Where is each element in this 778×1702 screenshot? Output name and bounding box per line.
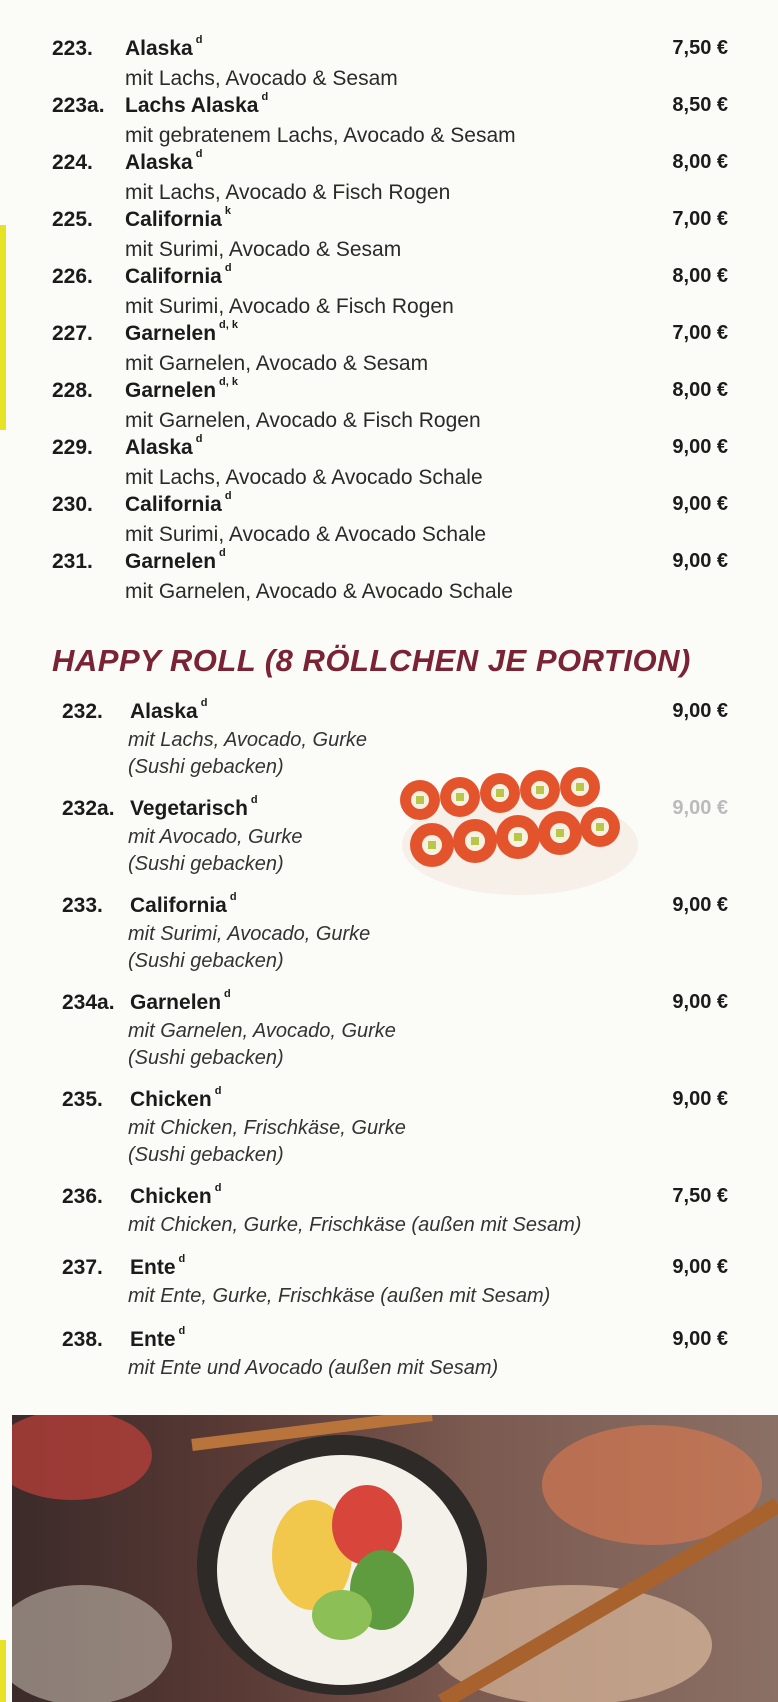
item-number: 237. bbox=[62, 1256, 103, 1279]
item-description: mit Garnelen, Avocado & Sesam bbox=[125, 352, 429, 375]
item-name: Garnelen $^{d, k}$ bbox=[125, 376, 238, 402]
item-description: mit Garnelen, Avocado, Gurke bbox=[128, 1020, 396, 1042]
item-description: mit Surimi, Avocado, Gurke bbox=[128, 923, 371, 945]
item-description: mit Garnelen, Avocado & Fisch Rogen bbox=[125, 409, 481, 432]
item-number: 233. bbox=[62, 894, 103, 917]
item-description: mit Surimi, Avocado & Fisch Rogen bbox=[125, 295, 454, 318]
item-name: California $^d$ bbox=[125, 262, 232, 288]
item-number: 228. bbox=[52, 379, 93, 402]
item-price: 8,50 € bbox=[672, 94, 728, 116]
item-price: 9,00 € bbox=[672, 991, 728, 1013]
item-number: 235. bbox=[62, 1088, 103, 1111]
item-name: Vegetarisch $^d$ bbox=[130, 794, 258, 820]
item-name: Alaska $^d$ bbox=[125, 148, 203, 174]
item-description: mit Surimi, Avocado & Sesam bbox=[125, 238, 402, 261]
item-price: 9,00 € bbox=[672, 1088, 728, 1110]
item-note: (Sushi gebacken) bbox=[128, 950, 284, 972]
item-price: 7,00 € bbox=[672, 208, 728, 230]
item-description: mit Ente und Avocado (außen mit Sesam) bbox=[128, 1357, 499, 1379]
item-name: Lachs Alaska $^d$ bbox=[125, 91, 269, 117]
item-description: mit gebratenem Lachs, Avocado & Sesam bbox=[125, 124, 516, 147]
item-description: mit Lachs, Avocado & Fisch Rogen bbox=[125, 181, 451, 204]
item-number: 225. bbox=[52, 208, 93, 231]
item-description: mit Ente, Gurke, Frischkäse (außen mit Sesam) bbox=[128, 1285, 551, 1307]
item-name: California $^k$ bbox=[125, 205, 231, 231]
item-price: 7,00 € bbox=[672, 322, 728, 344]
item-description: mit Chicken, Frischkäse, Gurke bbox=[128, 1117, 406, 1139]
item-number: 224. bbox=[52, 151, 93, 174]
item-note: (Sushi gebacken) bbox=[128, 756, 284, 778]
item-number: 236. bbox=[62, 1185, 103, 1208]
item-number: 232a. bbox=[62, 797, 115, 820]
item-price: 9,00 € bbox=[672, 894, 728, 916]
item-price: 7,50 € bbox=[672, 37, 728, 59]
item-price: 9,00 € bbox=[672, 550, 728, 572]
item-note: (Sushi gebacken) bbox=[128, 853, 284, 875]
item-name: Chicken $^d$ bbox=[130, 1085, 222, 1111]
item-name: Garnelen $^d$ bbox=[130, 988, 231, 1014]
item-name: Alaska $^d$ bbox=[125, 433, 203, 459]
item-number: 234a. bbox=[62, 991, 115, 1014]
item-number: 232. bbox=[62, 700, 103, 723]
item-price: 8,00 € bbox=[672, 379, 728, 401]
section-title-happy-roll: HAPPY ROLL (8 RÖLLCHEN JE PORTION) bbox=[52, 643, 691, 678]
item-note: (Sushi gebacken) bbox=[128, 1144, 284, 1166]
item-name: Ente $^d$ bbox=[130, 1325, 186, 1351]
item-description: mit Avocado, Gurke bbox=[128, 826, 303, 848]
item-description: mit Lachs, Avocado & Sesam bbox=[125, 67, 398, 90]
item-price: 7,50 € bbox=[672, 1185, 728, 1207]
item-price: 9,00 € bbox=[672, 700, 728, 722]
sushi-banner-photo bbox=[12, 1415, 778, 1702]
item-price: 8,00 € bbox=[672, 265, 728, 287]
happy-roll-photo bbox=[400, 755, 640, 905]
edge-accent-bar-bottom bbox=[0, 1640, 6, 1702]
item-price: 9,00 € bbox=[672, 493, 728, 515]
item-number: 226. bbox=[52, 265, 93, 288]
item-name: Chicken $^d$ bbox=[130, 1182, 222, 1208]
item-number: 229. bbox=[52, 436, 93, 459]
item-name: California $^d$ bbox=[130, 891, 237, 917]
item-price: 9,00 € bbox=[672, 436, 728, 458]
item-number: 223. bbox=[52, 37, 93, 60]
item-name: Garnelen $^{d, k}$ bbox=[125, 319, 238, 345]
item-number: 227. bbox=[52, 322, 93, 345]
item-number: 223a. bbox=[52, 94, 105, 117]
item-name: Ente $^d$ bbox=[130, 1253, 186, 1279]
item-name: California $^d$ bbox=[125, 490, 232, 516]
item-price: 9,00 € bbox=[672, 1328, 728, 1350]
item-description: mit Surimi, Avocado & Avocado Schale bbox=[125, 523, 487, 546]
sushi-roll-illustration bbox=[12, 1415, 778, 1702]
item-name: Alaska $^d$ bbox=[130, 697, 208, 723]
item-description: mit Chicken, Gurke, Frischkäse (außen mit Sesam) bbox=[128, 1214, 582, 1236]
item-number: 230. bbox=[52, 493, 93, 516]
edge-accent-bar-top bbox=[0, 225, 6, 430]
item-price: 9,00 € bbox=[672, 1256, 728, 1278]
item-number: 238. bbox=[62, 1328, 103, 1351]
item-name: Garnelen $^d$ bbox=[125, 547, 226, 573]
item-description: mit Lachs, Avocado & Avocado Schale bbox=[125, 466, 483, 489]
item-description: mit Lachs, Avocado, Gurke bbox=[128, 729, 368, 751]
item-name: Alaska $^d$ bbox=[125, 34, 203, 60]
item-note: (Sushi gebacken) bbox=[128, 1047, 284, 1069]
item-description: mit Garnelen, Avocado & Avocado Schale bbox=[125, 580, 513, 603]
item-price: 9,00 € bbox=[672, 797, 728, 819]
item-number: 231. bbox=[52, 550, 93, 573]
item-price: 8,00 € bbox=[672, 151, 728, 173]
